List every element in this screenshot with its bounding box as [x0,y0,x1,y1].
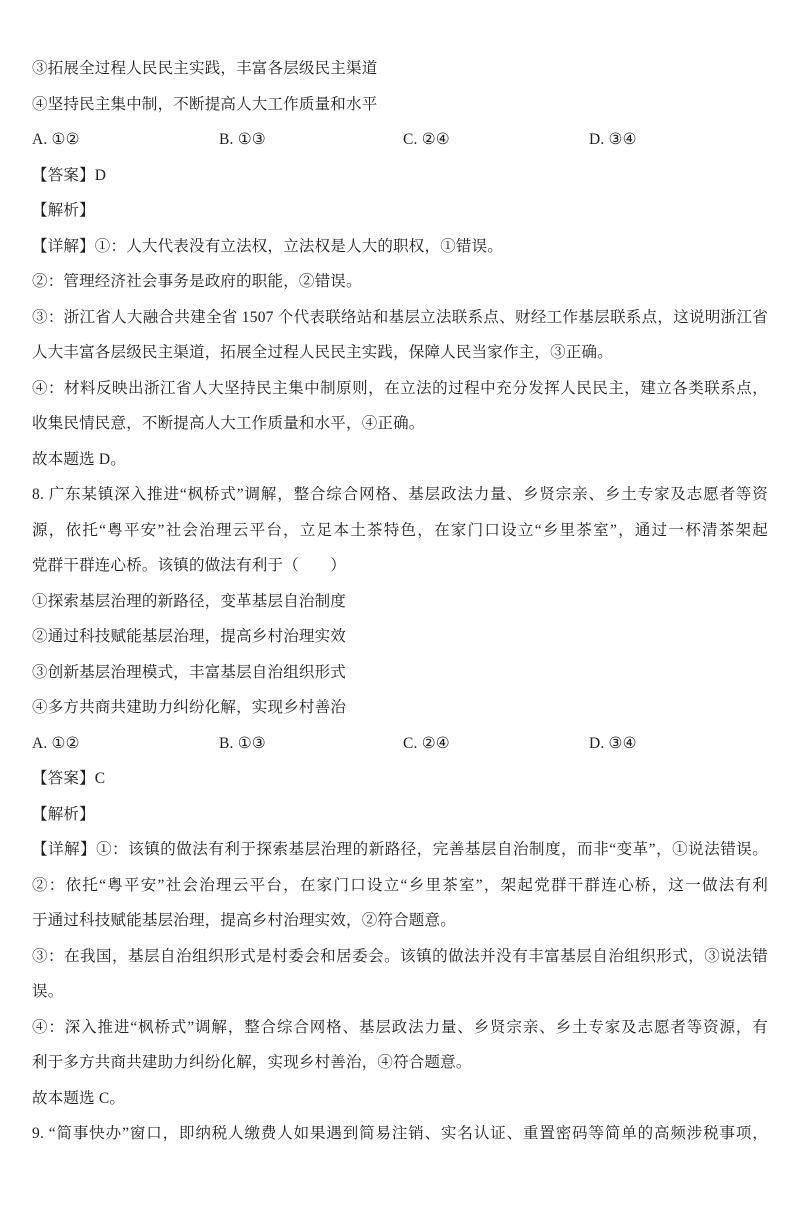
q8-statement-3: ③创新基层治理模式，丰富基层自治组织形式 [32,663,347,681]
q7-detail-line: ②：管理经济社会事务是政府的职能，②错误。 [32,273,362,290]
q8-statement-2: ②通过科技赋能基层治理，提高乡村治理实效 [32,628,347,645]
q7-detail-line: ④：材料反映出浙江省人大坚持民主集中制原则，在立法的过程中充分发挥人民民主，建立各类联系点， [32,379,768,397]
q8-detail-line: ②：依托“粤平安”社会治理云平台，在家门口设立“乡里茶室”，架起党群干群连心桥，这一做法有利 [32,876,768,894]
q7-statement-3: ③拓展全过程人民民主实践，丰富各层级民主渠道 [32,60,378,77]
q7-options-row [32,122,768,158]
q8-detail-line: 利于多方共商共建助力纠纷化解，实现乡村善治，④符合题意。 [32,1054,472,1071]
q8-option-c: C. ②④ [403,734,450,752]
q8-analysis-label: 【解析】 [32,805,95,823]
q8-statement-1: ①探索基层治理的新路径，变革基层自治制度 [32,592,347,610]
q8-detail-line: 【详解】①：该镇的做法有利于探索基层治理的新路径，完善基层自治制度，而非“变革”，①说法错误。 [32,841,768,858]
q8-conclusion: 故本题选 C。 [32,1089,126,1107]
q8-options-row [32,726,768,762]
q8-detail-line: 误。 [32,983,64,1000]
q8-statement-4: ④多方共商共建助力纠纷化解，实现乡村善治 [32,699,347,716]
q7-detail-line: 人大丰富各层级民主渠道，拓展全过程人民民主实践，保障人民当家作主，③正确。 [32,344,613,361]
q8-question-line: 源，依托“粤平安”社会治理云平台，立足本土茶特色，在家门口设立“乡里茶室”，通过一杯清茶架起 [32,521,768,539]
q7-option-a: A. ①② [32,131,80,148]
q8-detail-line: ③：在我国，基层自治组织形式是村委会和居委会。该镇的做法并没有丰富基层自治组织形式，③说法错 [32,947,768,965]
q7-detail-line: 收集民情民意，不断提高人大工作质量和水平，④正确。 [32,415,425,432]
q8-option-d: D. ③④ [589,734,637,752]
q8-option-b: B. ①③ [219,734,266,752]
q7-option-b: B. ①③ [219,131,266,148]
q8-answer-label: 【答案】C [32,770,106,787]
q8-option-a: A. ①② [32,734,80,752]
q7-answer-label: 【答案】D [32,166,107,184]
q7-statement-4: ④坚持民主集中制，不断提高人大工作质量和水平 [32,95,378,113]
q7-option-d: D. ③④ [589,131,637,148]
q9-question-line: 9. “简事快办”窗口，即纳税人缴费人如果遇到简易注销、实名认证、重置密码等简单的高频涉税事项， [32,1125,768,1142]
q8-detail-line: 于通过科技赋能基层治理，提高乡村治理实效，②符合题意。 [32,912,456,929]
q7-option-c: C. ②④ [403,131,450,148]
q8-question-line: 8. 广东某镇深入推进“枫桥式”调解，整合综合网格、基层政法力量、乡贤宗亲、乡土专家及志愿者等资 [32,486,768,503]
q7-conclusion: 故本题选 D。 [32,450,126,468]
q7-detail-line: 【详解】①：人大代表没有立法权，立法权是人大的职权，①错误。 [32,237,504,255]
q8-detail-line: ④：深入推进“枫桥式”调解，整合综合网格、基层政法力量、乡贤宗亲、乡土专家及志愿者等资源，有 [32,1018,768,1036]
q7-detail-line: ③：浙江省人大融合共建全省 1507 个代表联络站和基层立法联系点、财经工作基层联系点，这说明浙江省 [32,308,768,326]
q8-question-line: 党群干群连心桥。该镇的做法有利于（ ） [32,557,347,574]
q7-analysis-label: 【解析】 [32,202,95,219]
